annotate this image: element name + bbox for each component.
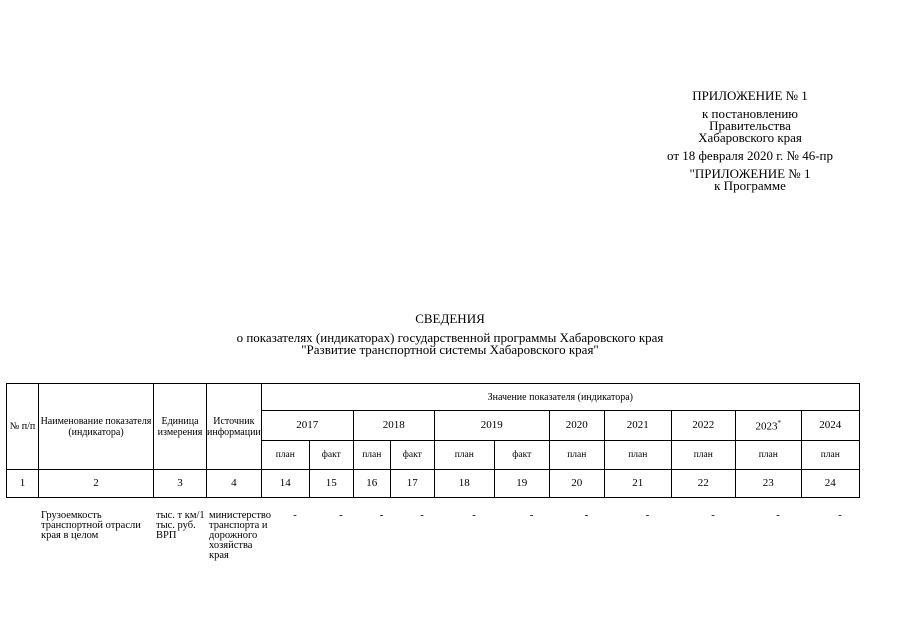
title-heading: СВЕДЕНИЯ — [415, 311, 485, 326]
index-cell: 16 — [353, 470, 390, 498]
appendix-line-5: от 18 февраля 2020 г. № 46-пр — [667, 148, 833, 163]
year-2023 — [735, 411, 801, 441]
header-num: № п/п — [7, 384, 39, 470]
sub-plan: план — [735, 441, 801, 470]
row-num — [6, 511, 38, 561]
index-cell: 21 — [604, 470, 671, 498]
appendix-line-6: "ПРИЛОЖЕНИЕ № 1 — [689, 166, 811, 181]
sub-plan: план — [261, 441, 309, 470]
appendix-line-4: Хабаровского края — [698, 130, 802, 145]
index-cell: 24 — [801, 470, 859, 498]
index-row — [7, 470, 860, 498]
row-value: - — [838, 510, 842, 521]
index-cell: 20 — [549, 470, 604, 498]
row-value: - — [584, 510, 589, 521]
year-2024: 2024 — [801, 411, 859, 441]
year-2021: 2021 — [604, 411, 671, 441]
row-unit: тыс. т км/1 тыс. руб. ВРП — [156, 510, 205, 541]
year-2019: 2019 — [434, 411, 549, 441]
header-name: Наименование показателя (индикатора) — [39, 384, 154, 470]
appendix-line-3: Правительства — [709, 118, 791, 133]
year-2022: 2022 — [671, 411, 735, 441]
index-cell: 17 — [390, 470, 434, 498]
sub-fact: факт — [390, 441, 434, 470]
index-cell: 4 — [207, 470, 262, 498]
index-cell: 22 — [671, 470, 735, 498]
sub-plan: план — [671, 441, 735, 470]
row-value: - — [529, 510, 534, 521]
row-value: - — [472, 510, 476, 521]
indicators-table-header — [6, 383, 860, 498]
sub-plan: план — [549, 441, 604, 470]
row-value: - — [379, 510, 384, 521]
header-source: Источник информации — [207, 384, 262, 470]
row-value: - — [776, 510, 780, 521]
sub-plan: план — [604, 441, 671, 470]
row-value: - — [711, 510, 715, 521]
header-unit: Единица измерения — [154, 384, 207, 470]
document-title — [140, 312, 760, 356]
appendix-line-1: ПРИЛОЖЕНИЕ № 1 — [692, 88, 808, 103]
row-value: - — [339, 510, 343, 521]
row-source: министерство транспорта и дорожного хозяйства края — [209, 510, 272, 561]
sub-plan: план — [353, 441, 390, 470]
year-2017: 2017 — [261, 411, 353, 441]
index-cell: 18 — [434, 470, 494, 498]
appendix-line-7: к Программе — [714, 178, 786, 193]
index-cell: 19 — [494, 470, 549, 498]
header-value: Значение показателя (индикатора) — [261, 384, 859, 411]
year-2018: 2018 — [353, 411, 434, 441]
sub-fact: факт — [494, 441, 549, 470]
sub-plan: план — [434, 441, 494, 470]
sub-plan: план — [801, 441, 859, 470]
sub-fact: факт — [309, 441, 353, 470]
appendix-line-2: к постановлению — [701, 106, 799, 121]
index-cell: 14 — [261, 470, 309, 498]
index-cell: 23 — [735, 470, 801, 498]
year-2023-footnote-mark: * — [777, 419, 782, 428]
title-line-2: "Развитие транспортной системы Хабаровского края" — [301, 342, 599, 357]
row-value: - — [420, 510, 424, 521]
index-cell: 3 — [154, 470, 207, 498]
index-cell: 15 — [309, 470, 353, 498]
appendix-header — [600, 90, 900, 192]
row-value: - — [645, 510, 650, 521]
year-2023-label: 2023 — [755, 420, 778, 433]
title-line-1: о показателях (индикаторах) государственной программы Хабаровского края — [236, 330, 664, 345]
row-name: Грузоемкость транспортной отрасли края в целом — [41, 510, 141, 541]
index-cell: 1 — [7, 470, 39, 498]
indicators-table-body — [6, 511, 869, 561]
row-value: - — [293, 510, 297, 521]
index-cell: 2 — [39, 470, 154, 498]
year-2020: 2020 — [549, 411, 604, 441]
table-row — [6, 511, 869, 561]
